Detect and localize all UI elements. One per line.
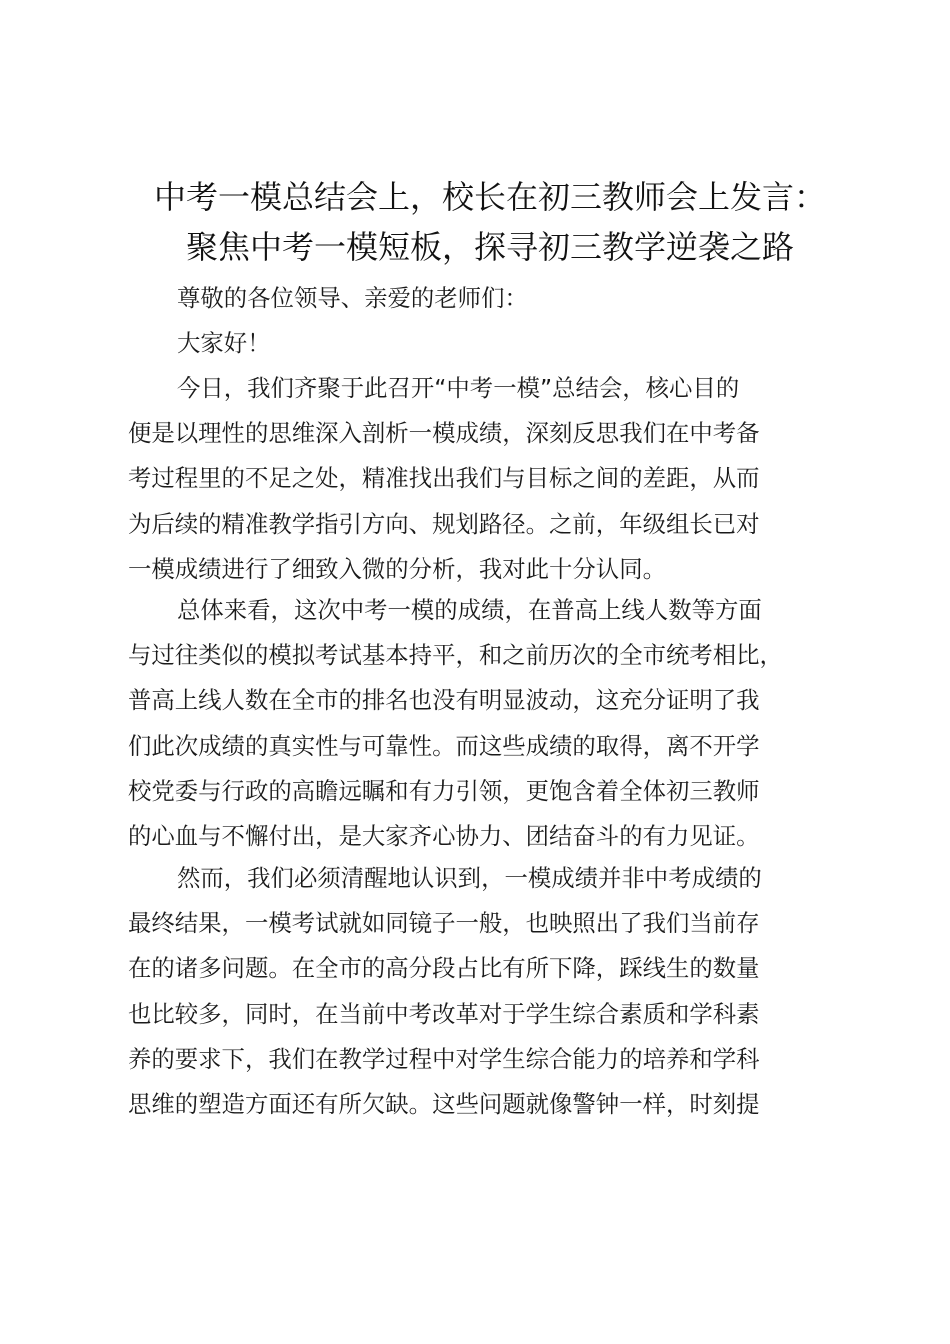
paragraph-line: 们此次成绩的真实性与可靠性。而这些成绩的取得，离不开学 [128,731,760,760]
paragraph-line: 与过往类似的模拟考试基本持平，和之前历次的全市统考相比， [128,641,783,670]
paragraph-line: 一模成绩进行了细致入微的分析，我对此十分认同。 [128,554,666,583]
paragraph-line: 的心血与不懈付出，是大家齐心协力、团结奋斗的有力见证。 [128,821,760,850]
paragraph-1 [128,366,830,592]
paragraph-2 [128,588,830,859]
paragraph-line: 思维的塑造方面还有所欠缺。这些问题就像警钟一样，时刻提 [128,1089,760,1118]
paragraph-line: 今日，我们齐聚于此召开“中考一模”总结会，核心目的 [177,374,740,402]
salutation: 尊敬的各位领导、亲爱的老师们： [177,284,528,312]
paragraph-line: 考过程里的不足之处，精准找出我们与目标之间的差距，从而 [128,464,760,493]
paragraph-line: 然而，我们必须清醒地认识到，一模成绩并非中考成绩的 [177,864,762,892]
paragraph-3 [128,856,830,1127]
paragraph-line: 最终结果，一模考试就如同镜子一般，也映照出了我们当前存 [128,909,760,938]
paragraph-line: 便是以理性的思维深入剖析一模成绩，深刻反思我们在中考备 [128,419,760,448]
paragraph-line: 普高上线人数在全市的排名也没有明显波动，这充分证明了我 [128,686,760,715]
paragraph-line: 在的诸多问题。在全市的高分段占比有所下降，踩线生的数量 [128,954,760,983]
document-title-line-2: 聚焦中考一模短板，探寻初三教学逆袭之路 [185,228,794,266]
document-title-line-1: 中考一模总结会上，校长在初三教师会上发言： [153,178,826,216]
paragraph-line: 也比较多，同时，在当前中考改革对于学生综合素质和学科素 [128,999,760,1028]
paragraph-line: 校党委与行政的高瞻远瞩和有力引领，更饱含着全体初三教师 [128,776,760,805]
paragraph-line: 养的要求下，我们在教学过程中对学生综合能力的培养和学科 [128,1044,760,1073]
greeting-line: 大家好！ [177,329,271,357]
paragraph-line: 为后续的精准教学指引方向、规划路径。之前，年级组长已对 [128,509,760,538]
paragraph-line: 总体来看，这次中考一模的成绩，在普高上线人数等方面 [177,596,762,624]
